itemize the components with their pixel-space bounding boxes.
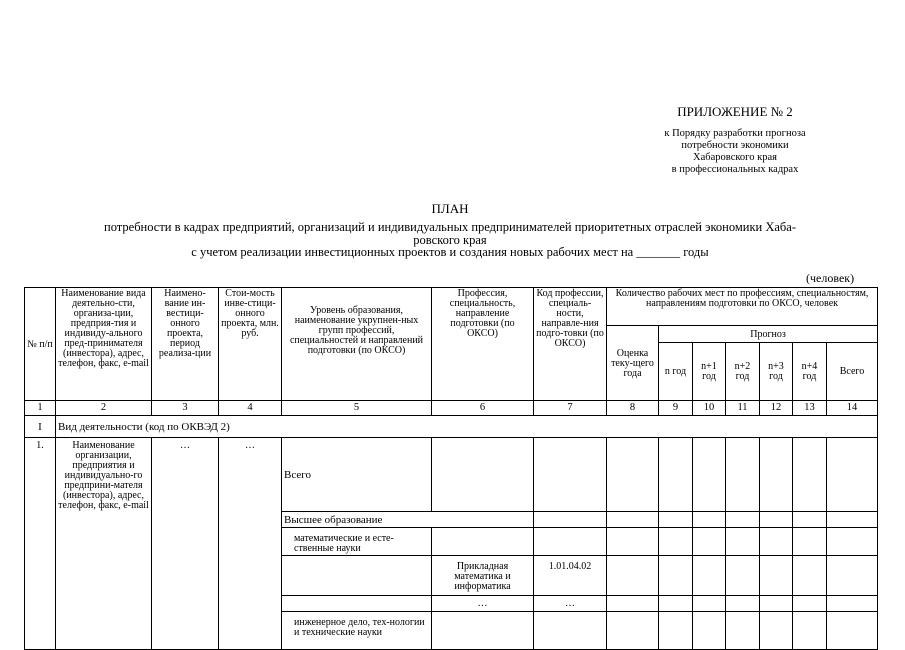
cell [152, 555, 219, 595]
cell [219, 527, 282, 555]
cell [152, 595, 219, 611]
col-number: 7 [534, 401, 607, 416]
cell [793, 611, 827, 649]
plan-line-2: ровского края [413, 232, 487, 247]
row-higher-education: Высшее образование [282, 511, 534, 527]
row-ellipsis-profession: … [432, 595, 534, 611]
appendix-line: Хабаровского края [693, 152, 777, 163]
appendix-line: потребности экономики [681, 140, 789, 151]
header-name: Наименование вида деятельно-сти, организа-ции, предприя-тия и индивиду-ального пред-принимателя (инвестора), адрес, телефон, факс, e-mail [56, 288, 152, 401]
cell [56, 527, 152, 555]
cell [534, 611, 607, 649]
cell [282, 595, 432, 611]
cell [659, 611, 693, 649]
cell [659, 438, 693, 512]
cell [760, 511, 793, 527]
cell [760, 555, 793, 595]
cell [152, 511, 219, 527]
col-number: 11 [726, 401, 760, 416]
cell [607, 611, 659, 649]
row-ellipsis-code: … [534, 595, 607, 611]
cell [659, 511, 693, 527]
cell [607, 511, 659, 527]
cell [659, 595, 693, 611]
col-number: 5 [282, 401, 432, 416]
cell [607, 555, 659, 595]
cell [726, 611, 760, 649]
cell [693, 438, 726, 512]
cell [793, 555, 827, 595]
col-number: 6 [432, 401, 534, 416]
cell [827, 527, 878, 555]
cell [432, 438, 534, 512]
header-estimate: Оценка теку-щего года [607, 326, 659, 401]
cell [659, 555, 693, 595]
cell [152, 611, 219, 649]
cell [432, 527, 534, 555]
row-num: 1. [25, 438, 56, 512]
col-number: 2 [56, 401, 152, 416]
row-project: … [152, 438, 219, 512]
row-engineering: инженерное дело, тех-нологии и технические науки [282, 611, 432, 649]
cell [534, 527, 607, 555]
appendix-line: в профессиональных кадрах [671, 164, 799, 175]
plan-table [24, 287, 878, 650]
cell [760, 611, 793, 649]
cell [693, 595, 726, 611]
header-forecast: Прогноз [659, 326, 878, 343]
cell [827, 511, 878, 527]
cell [693, 611, 726, 649]
cell [56, 511, 152, 527]
header-code: Код профессии, специаль-ности, направле-ния подго-товки (по ОКСО) [534, 288, 607, 401]
cell [219, 555, 282, 595]
row-math-sciences: математические и есте-ственные науки [282, 527, 432, 555]
plan-line-3: с учетом реализации инвестиционных проектов и создания новых рабочих мест на _______ годы [191, 245, 709, 259]
cell [693, 527, 726, 555]
cell [793, 595, 827, 611]
appendix-title: ПРИЛОЖЕНИЕ № 2 [677, 104, 793, 119]
unit-label: (человек) [806, 271, 855, 285]
cell [534, 438, 607, 512]
plan-title-block [22, 201, 878, 259]
cell [726, 555, 760, 595]
col-number: 12 [760, 401, 793, 416]
col-number: 8 [607, 401, 659, 416]
col-number: 10 [693, 401, 726, 416]
cell [760, 438, 793, 512]
cell [726, 511, 760, 527]
cell [726, 527, 760, 555]
cell [25, 555, 56, 595]
col-number: 3 [152, 401, 219, 416]
header-level: Уровень образования, наименование укрупнен-ных групп профессий, специальностей и направлений подготовки (по ОКСО) [282, 288, 432, 401]
cell [56, 611, 152, 649]
cell [534, 511, 607, 527]
header-year-n: n год [659, 343, 693, 401]
cell [760, 595, 793, 611]
cell [25, 611, 56, 649]
col-number: 9 [659, 401, 693, 416]
cell [726, 438, 760, 512]
col-number: 4 [219, 401, 282, 416]
cell [219, 511, 282, 527]
cell [760, 527, 793, 555]
cell [25, 595, 56, 611]
header-qty: Количество рабочих мест по профессиям, специальностям, направлениям подготовки по ОКСО, человек [607, 288, 878, 326]
header-profession: Профессия, специальность, направление подготовки (по ОКСО) [432, 288, 534, 401]
cell [827, 611, 878, 649]
header-num: № п/п [25, 288, 56, 401]
cell [219, 595, 282, 611]
cell [25, 511, 56, 527]
header-year-n3: n+3 год [760, 343, 793, 401]
section-label: Вид деятельности (код по ОКВЭД 2) [56, 416, 878, 438]
cell [607, 438, 659, 512]
col-number: 13 [793, 401, 827, 416]
plan-heading: ПЛАН [431, 201, 469, 216]
cell [152, 527, 219, 555]
header-cost: Стои-мость инве-стици-онного проекта, млн. руб. [219, 288, 282, 401]
plan-line-1: потребности в кадрах предприятий, организаций и индивидуальных предпринимателей приоритетных отраслей экономики Хаба- [104, 220, 796, 234]
cell [793, 438, 827, 512]
cell [282, 555, 432, 595]
cell [56, 555, 152, 595]
row-code: 1.01.04.02 [534, 555, 607, 595]
row-profession: Прикладная математика и информатика [432, 555, 534, 595]
cell [827, 438, 878, 512]
cell [793, 511, 827, 527]
cell [793, 527, 827, 555]
col-number: 14 [827, 401, 878, 416]
row-cost: … [219, 438, 282, 512]
cell [25, 527, 56, 555]
row-total: Всего [282, 438, 432, 512]
header-year-n1: n+1 год [693, 343, 726, 401]
row-name: Наименование организации, предприятия и индивидуально-го предприни-мателя (инвестора), адрес, телефон, факс, e-mail [56, 438, 152, 512]
header-year-n4: n+4 год [793, 343, 827, 401]
header-year-n2: n+2 год [726, 343, 760, 401]
cell [219, 611, 282, 649]
section-num: I [25, 416, 56, 438]
cell [659, 527, 693, 555]
header-total: Всего [827, 343, 878, 401]
header-project: Наимено-вание ин-вестици-онного проекта, период реализа-ции [152, 288, 219, 401]
cell [827, 595, 878, 611]
cell [827, 555, 878, 595]
cell [726, 595, 760, 611]
cell [693, 555, 726, 595]
cell [607, 527, 659, 555]
cell [607, 595, 659, 611]
cell [432, 611, 534, 649]
col-number: 1 [25, 401, 56, 416]
cell [693, 511, 726, 527]
cell [56, 595, 152, 611]
appendix-line: к Порядку разработки прогноза [664, 128, 806, 139]
appendix-block [600, 104, 870, 176]
